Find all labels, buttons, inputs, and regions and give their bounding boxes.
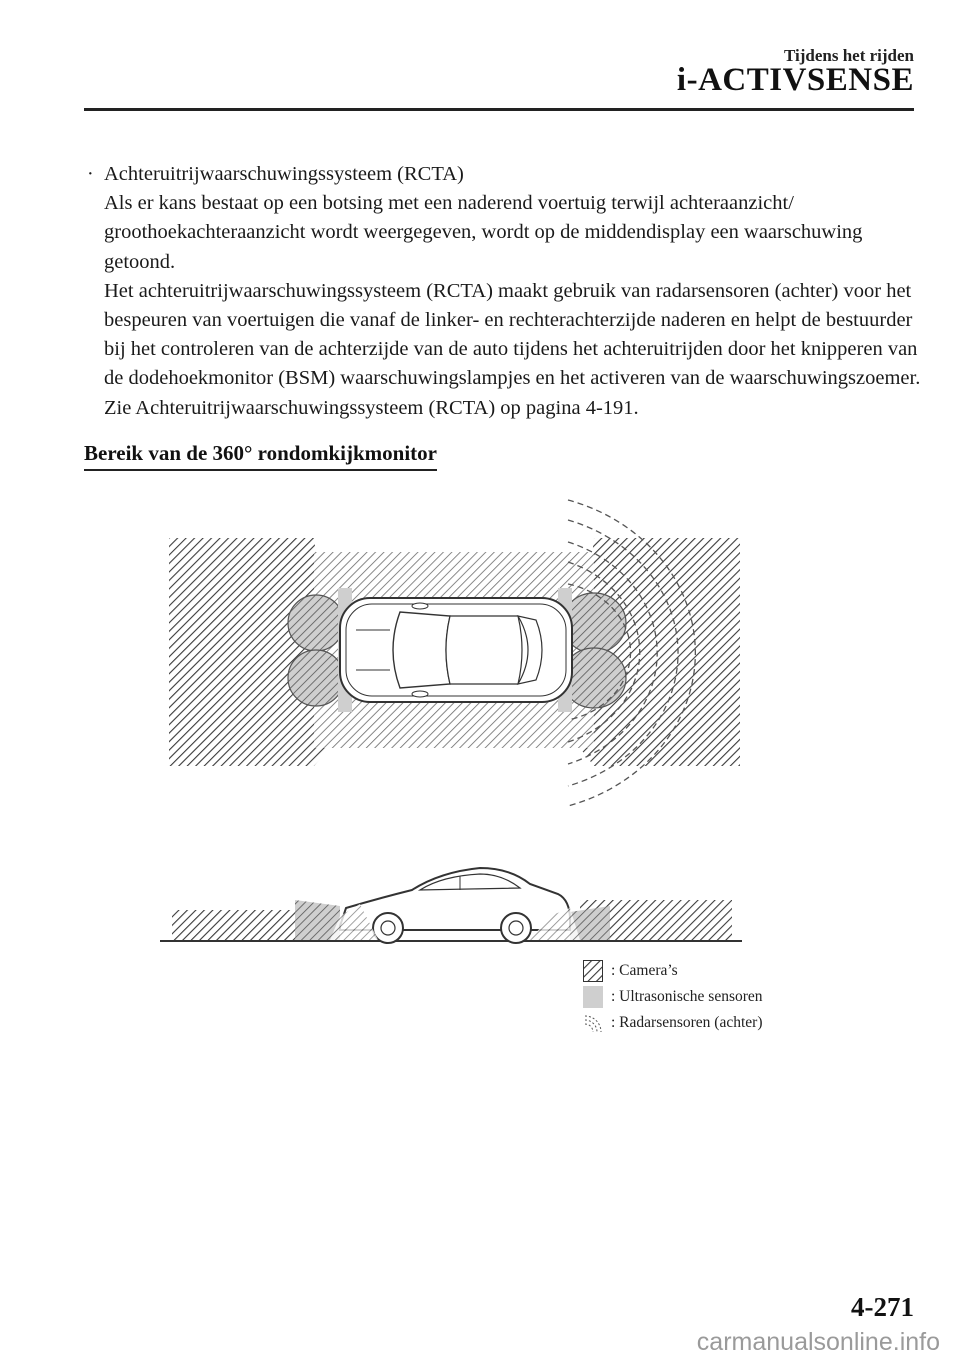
- legend: [583, 958, 763, 1036]
- chapter-subtitle: Tijdens het rijden: [783, 46, 914, 65]
- header-divider: [84, 108, 914, 111]
- dashed-arcs-icon: [583, 1012, 603, 1034]
- rcta-bullet: [87, 160, 924, 423]
- legend-item-ultrasonic: [583, 984, 763, 1010]
- watermark: carmanualsonline.info: [696, 1328, 940, 1356]
- bullet-heading: Achteruitrijwaarschuwingssysteem (RCTA): [104, 163, 464, 185]
- legend-label-radar: : Radarsensoren (achter): [611, 1014, 763, 1031]
- bullet-reference: Zie Achteruitrijwaarschuwingssysteem (RCTA) op pagina 4-191.: [104, 396, 639, 419]
- bullet-dot: ·: [87, 163, 94, 185]
- car-top-view: [340, 598, 572, 702]
- side-view: [160, 868, 742, 943]
- bullet-paragraph-2: Het achteruitrijwaarschuwingssysteem (RCTA) maakt gebruik van radarsensoren (achter) voor het bespeuren van voertuigen die vanaf de linker- en rechterachterzijde naderen en helpt de bestuurder bij het controleren van de achterzijde van de auto tijdens het achteruitrijden door het knipperen van de dodehoekmonitor (BSM) waarschuwingslampjes en het activeren van de waarschuwingszoemer.: [104, 279, 921, 390]
- coverage-diagram: [150, 480, 770, 1040]
- legend-label-ultrasonic: : Ultrasonische sensoren: [611, 988, 763, 1005]
- page-number: 4-271: [851, 1292, 914, 1322]
- legend-item-cameras: [583, 958, 763, 984]
- gray-square-icon: [583, 986, 603, 1008]
- section-heading: Bereik van de 360° rondomkijkmonitor: [84, 441, 437, 471]
- hatched-square-icon: [583, 960, 603, 982]
- legend-label-cameras: : Camera’s: [611, 962, 678, 979]
- chapter-title: i-ACTIVSENSE: [676, 62, 914, 98]
- legend-item-radar: [583, 1010, 763, 1036]
- bullet-paragraph-1: Als er kans bestaat op een botsing met een naderend voertuig terwijl achteraanzicht/ groothoekachteraanzicht wordt weergegeven, wordt op de middendisplay een waarschuwing getoond.: [104, 192, 863, 273]
